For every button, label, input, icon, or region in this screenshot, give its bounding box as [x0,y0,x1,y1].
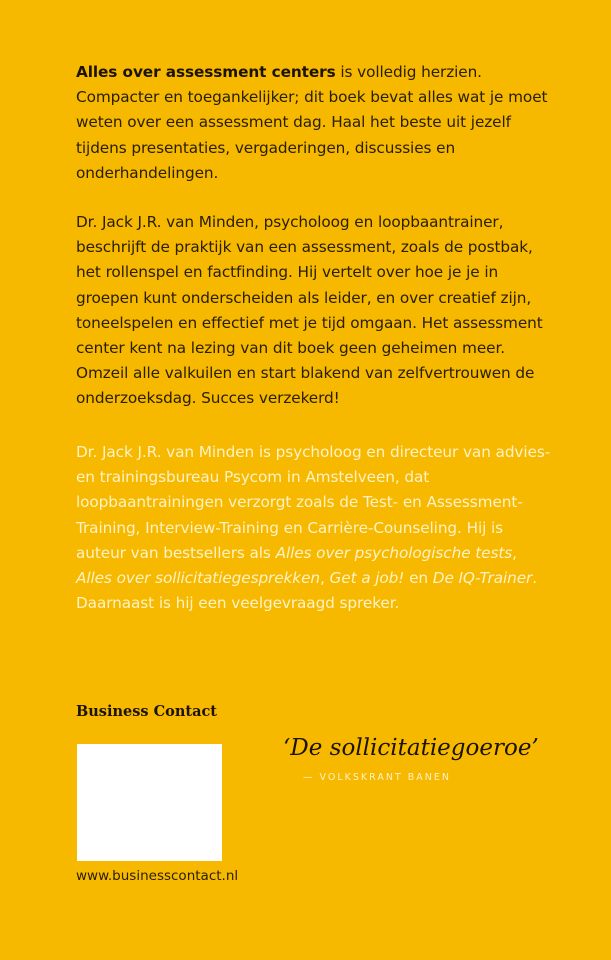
bestseller-title: Alles over sollicitatiegesprekken [76,569,320,588]
bestseller-title: Get a job! [329,569,405,588]
barcode-area [77,744,222,861]
blurb-intro [76,60,556,186]
press-quote: ‘De sollicitatiegoeroe’ [283,735,539,761]
description-text: Dr. Jack J.R. van Minden, psycholoog en loopbaantrainer, beschrijft de praktijk van een assessment, zoals de postbak, het rollenspel en factfinding. Hij vertelt over hoe je je in groepen kunt onderscheiden als leider, en over creatief zijn, toneelspelen en effectief met je tijd omgaan. Het assessment center kent na lezing van dit boek geen geheimen meer. Omzeil alle valkuilen en start blakend van zelfvertrouwen de onderzoeksdag. Succes verzekerd! [76,213,543,408]
quote-source: — VOLKSKRANT BANEN [303,772,451,783]
intro-text: is volledig herzien. Compacter en toegankelijker; dit boek bevat alles wat je moet weten over een assessment dag. Haal het beste uit jezelf tijdens presentaties, vergaderingen, discussies en onderhandelingen. [76,63,548,182]
bio-separator: en [404,569,433,588]
bio-separator: , [512,543,517,562]
author-bio [76,440,556,616]
bio-text-end: . Daarnaast is hij een veelgevraagd spreker. [76,569,537,613]
bio-text: Dr. Jack J.R. van Minden is psycholoog en directeur van advies- en trainingsbureau Psycom in Amstelveen, dat loopbaantrainingen verzorgt zoals de Test- en Assessment-Training, Interview-Training en Carrière-Counseling. Hij is auteur van bestsellers als [76,443,551,562]
bestseller-title: Alles over psychologische tests [275,543,513,562]
bio-separator: , [319,569,330,588]
publisher-website: www.businesscontact.nl [76,868,239,884]
book-title: Alles over assessment centers [76,63,336,81]
publisher-logo: Business Contact [76,703,217,720]
bestseller-title: De IQ-Trainer [432,569,533,588]
blurb-description [76,210,556,412]
